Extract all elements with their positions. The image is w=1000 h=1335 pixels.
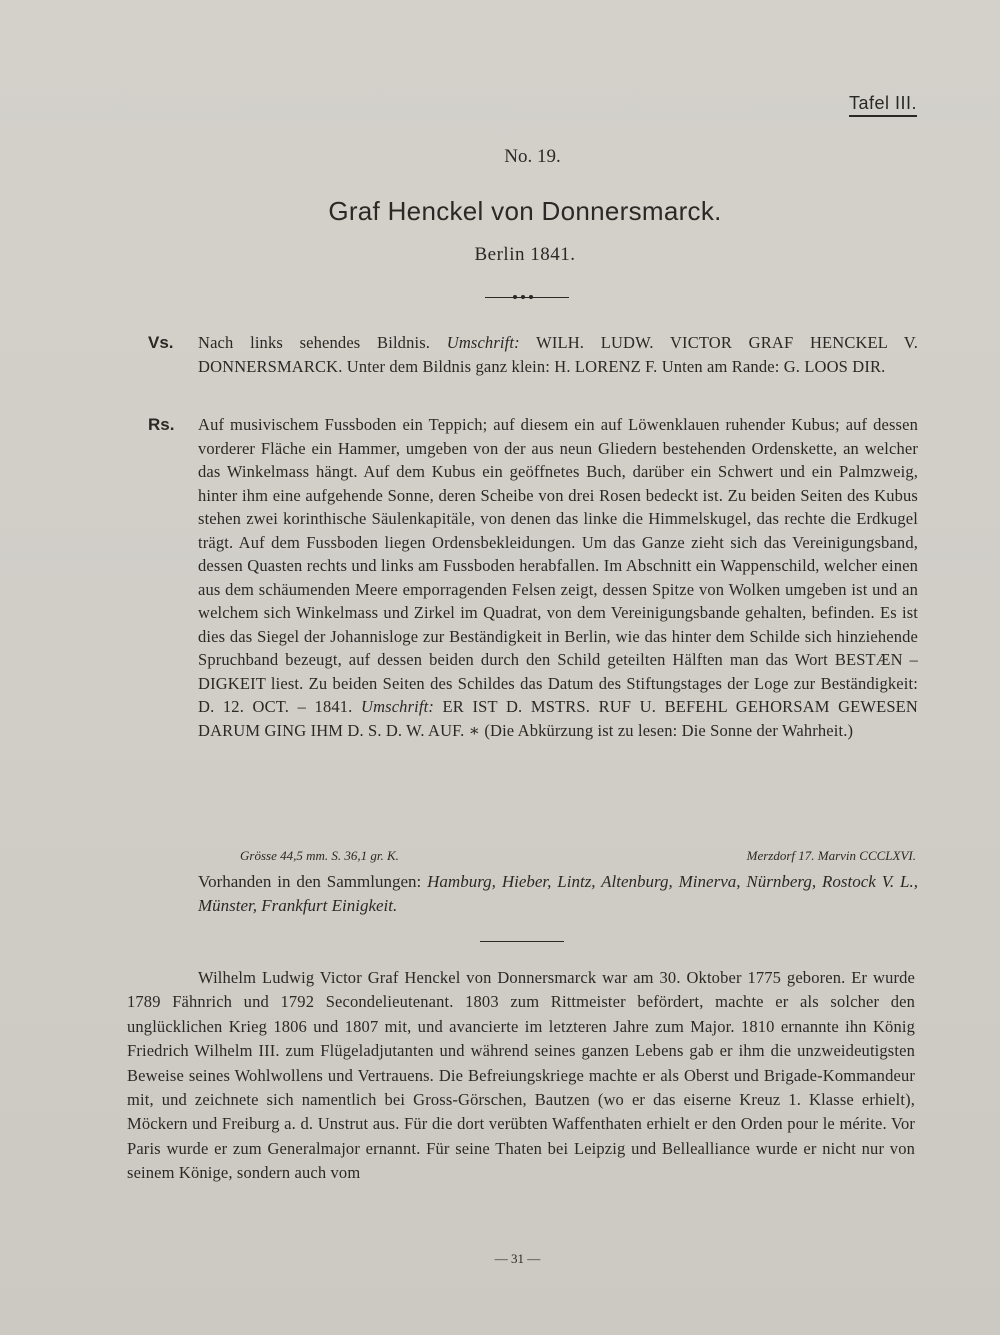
reverse-inscription-label: Umschrift: — [361, 697, 434, 716]
entry-number: No. 19. — [504, 146, 561, 167]
page-title: Graf Henckel von Donnersmarck. — [328, 196, 722, 226]
obverse-tag: Vs. — [148, 333, 174, 352]
obverse-section — [148, 331, 918, 378]
plate-label: Tafel III. — [849, 93, 917, 117]
ornament-divider — [485, 297, 569, 299]
biography-paragraph: Wilhelm Ludwig Victor Graf Henckel von Donnersmarck war am 30. Oktober 1775 geboren. Er wurde 1789 Fähnrich und 1792 Secondelieutenant. 1803 zum Rittmeister befördert, machte er als solcher den unglücklichen Krieg 1806 und 1807 mit, und avancierte im letzteren Jahre zum Major. 1810 ernannte ihn König Friedrich Wilhelm III. zum Flügeladjutanten und während seines ganzen Lebens gab er ihm die unzweideutigsten Beweise seines Wohlwollens und Vertrauens. Die Befreiungskriege machte er als Oberst und Brigade-Kommandeur mit, und zeichnete sich namentlich bei Gross-Görschen, Bautzen (wo er das eiserne Kreuz 1. Klasse erhielt), Möckern und Freiburg a. d. Unstrut aus. Für die dort verübten Waffenthaten erhielt er den Orden pour le mérite. Vor Paris wurde er zum Generalmajor ernannt. Für seine Thaten bei Leipzig und Bellealliance wurde er nicht nur von seinem Könige, sondern auch vom — [127, 968, 915, 1183]
ornament-line — [485, 297, 569, 298]
obverse-description — [198, 331, 918, 378]
ornament-dot — [521, 295, 525, 299]
medal-size-weight: Grösse 44,5 mm. S. 36,1 gr. K. — [240, 848, 399, 863]
obverse-text: Nach links sehendes Bildnis. — [198, 333, 447, 352]
section-divider — [480, 941, 564, 942]
reverse-section — [148, 413, 918, 742]
obverse-inscription-text: WILH. LUDW. VICTOR GRAF HENCKEL V. DONNERSMARCK. Unter dem Bildnis ganz klein: H. LORENZ F. Unten am Rande: G. LOOS DIR. — [198, 333, 918, 376]
collections-list: Hamburg, Hieber, Lintz, Altenburg, Minerva, Nürnberg, Rostock V. L., Münster, Frankfurt Einigkeit. — [198, 872, 919, 915]
reverse-text: Auf musivischem Fussboden ein Teppich; auf diesem ein auf Löwenklauen ruhender Kubus; auf dessen vorderer Fläche ein Hammer, umgeben von der aus neun Gliedern bestehenden Ordenskette, an welcher das Winkelmass hängt. Auf dem Kubus ein geöffnetes Buch, darüber ein Schwert und ein Palmzweig, hinter ihm eine aufgehende Sonne, deren Scheibe von drei Rosen bedeckt ist. Zu beiden Seiten des Kubus stehen zwei korinthische Säulenkapitäle, von denen das linke die Himmelskugel, das rechte die Erdkugel trägt. Auf dem Fussboden liegen Ordensbekleidungen. Um das Ganze zieht sich das Vereinigungsband, dessen Quasten rechts und links am Fussboden herabfallen. Im Abschnitt ein Wappenschild, welcher einen aus dem schäumenden Meere emporragenden Felsen zeigt, dessen Spitze von Wolken umgeben ist und an welchem sich Winkelmass und Zirkel im Quadrat, von dem Vereinigungsbande gehalten, befinden. Es ist dies das Siegel der Johannisloge zur Beständigkeit in Berlin, wie das hinter dem Schilde sich hinziehende Spruchband bezeugt, auf dessen beiden durch den Schild geteilten Hälften man das Wort BESTÆN – DIGKEIT liest. Zu beiden Seiten des Schildes das Datum des Stiftungstages der Loge zur Beständigkeit: D. 12. OCT. – 1841. — [198, 415, 918, 716]
ornament-dot — [529, 295, 533, 299]
page-number: — 31 — — [494, 1251, 541, 1266]
reverse-inscription-text: ER IST D. MSTRS. RUF U. BEFEHL GEHORSAM GEWESEN DARUM GING IHM D. S. D. W. AUF. ∗ (Die Abkürzung ist zu lesen: Die Sonne der Wahrheit.) — [198, 697, 918, 740]
place-date: Berlin 1841. — [474, 244, 576, 265]
obverse-inscription-label: Umschrift: — [446, 333, 520, 352]
medal-references: Merzdorf 17. Marvin CCCLXVI. — [746, 848, 916, 863]
ornament-dot — [513, 295, 517, 299]
reverse-description — [198, 413, 918, 742]
collections-label: Vorhanden in den Sammlungen: — [198, 872, 422, 891]
reverse-tag: Rs. — [148, 415, 175, 434]
collections-note — [198, 870, 918, 917]
